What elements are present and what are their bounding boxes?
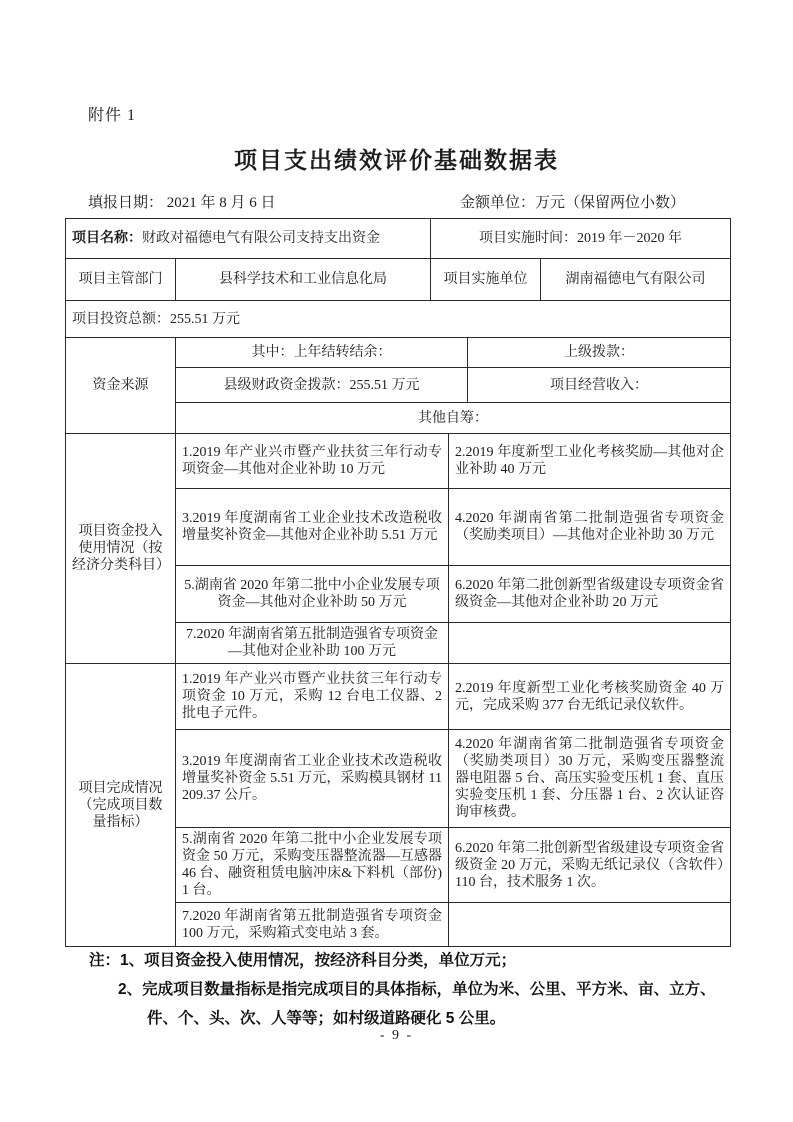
completion-item-7: 7.2020 年湖南省第五批制造强省专项资金 100 万元，采购箱式变电站 3 套。 (176, 903, 449, 947)
data-table (65, 218, 731, 947)
footnotes (89, 946, 717, 1033)
completion-item-2: 2.2019 年度新型工业化考核奖励资金 40 万元，完成采购 377 台无纸记录仪软件。 (449, 664, 731, 730)
investment-item-4: 4.2020 年湖南省第二批制造强省专项资金（奖励类项目）—其他对企业补助 30 万元 (449, 489, 731, 566)
project-name-label: 项目名称： (72, 231, 142, 246)
meta-row (88, 191, 685, 212)
funding-self-cell: 其他自筹： (176, 403, 731, 434)
page-number: - 9 - (379, 1028, 414, 1043)
investment-item-3: 3.2019 年度湖南省工业企业技术改造税收增量奖补资金—其他对企业补助 5.51 万元 (176, 489, 449, 566)
investment-item-1: 1.2019 年产业兴市暨产业扶贫三年行动专项资金—其他对企业补助 10 万元 (176, 434, 449, 489)
impl-unit-label-cell: 项目实施单位 (431, 259, 541, 301)
dept-value-cell: 县科学技术和工业信息化局 (176, 259, 431, 301)
funding-operating-cell: 项目经营收入： (468, 368, 731, 403)
completion-item-3: 3.2019 年度湖南省工业企业技术改造税收增量奖补资金 5.51 万元，采购模具钢材 11209.37 公斤。 (176, 730, 449, 828)
table-row (66, 664, 731, 730)
completion-item-1: 1.2019 年产业兴市暨产业扶贫三年行动专项资金 10 万元，采购 12 台电工仪器、2 批电子元件。 (176, 664, 449, 730)
investment-section-label: 项目资金投入使用情况（按经济分类科目） (66, 434, 176, 664)
investment-item-empty (449, 623, 731, 664)
funding-superior-cell: 上级拨款： (468, 338, 731, 368)
table-row (66, 219, 731, 259)
footnote-2: 2、完成项目数量指标是指完成项目的具体指标，单位为米、公里、平方米、亩、立方、件、个、头、次、人等等；如村级道路硬化 5 公里。 (118, 981, 716, 1027)
investment-item-7: 7.2020 年湖南省第五批制造强省专项资金—其他对企业补助 100 万元 (176, 623, 449, 664)
table-row (66, 338, 731, 368)
amount-unit: 金额单位：万元（保留两位小数） (459, 195, 685, 211)
table-row (66, 434, 731, 489)
completion-item-6: 6.2020 年第二批创新型省级建设专项资金省级资金 20 万元，采购无纸记录仪（含软件）110 台，技术服务 1 次。 (449, 828, 731, 903)
investment-item-5: 5.湖南省 2020 年第二批中小企业发展专项资金—其他对企业补助 50 万元 (176, 566, 449, 623)
table-row (66, 259, 731, 301)
attachment-label: 附件 1 (88, 107, 137, 124)
funding-county-cell: 县级财政资金拨款：255.51 万元 (176, 368, 468, 403)
fill-date: 填报日期： 2021 年 8 月 6 日 (88, 195, 276, 211)
page-title: 项目支出绩效评价基础数据表 (234, 148, 559, 173)
impl-time-cell: 项目实施时间：2019 年－2020 年 (431, 219, 731, 259)
investment-total-cell: 项目投资总额：255.51 万元 (66, 301, 731, 338)
completion-item-4: 4.2020 年湖南省第二批制造强省专项资金（奖励类项目）30 万元，采购变压器整流器电阻器 5 台、高压实验变压机 1 套、直压实验变压机 1 套、分压器 1 台、2 次认证咨询审核费。 (449, 730, 731, 828)
footnote-1: 注：1、项目资金投入使用情况，按经济科目分类，单位万元； (89, 952, 517, 969)
completion-item-5: 5.湖南省 2020 年第二批中小企业发展专项资金 50 万元，采购变压器整流器—互感器 46 台、融资租赁电脑冲床&下料机（部份)1 台。 (176, 828, 449, 903)
table-row (66, 301, 731, 338)
funding-label-cell: 资金来源 (66, 338, 176, 434)
investment-item-2: 2.2019 年度新型工业化考核奖励—其他对企业补助 40 万元 (449, 434, 731, 489)
project-name-value: 财政对福德电气有限公司支持支出资金 (142, 231, 380, 246)
investment-item-6: 6.2020 年第二批创新型省级建设专项资金省级资金—其他对企业补助 20 万元 (449, 566, 731, 623)
dept-label-cell: 项目主管部门 (66, 259, 176, 301)
completion-section-label: 项目完成情况（完成项目数量指标） (66, 664, 176, 947)
completion-item-empty (449, 903, 731, 947)
project-name-cell (66, 219, 431, 259)
impl-unit-value-cell: 湖南福德电气有限公司 (541, 259, 731, 301)
funding-carryover-cell: 其中：上年结转结余： (176, 338, 468, 368)
